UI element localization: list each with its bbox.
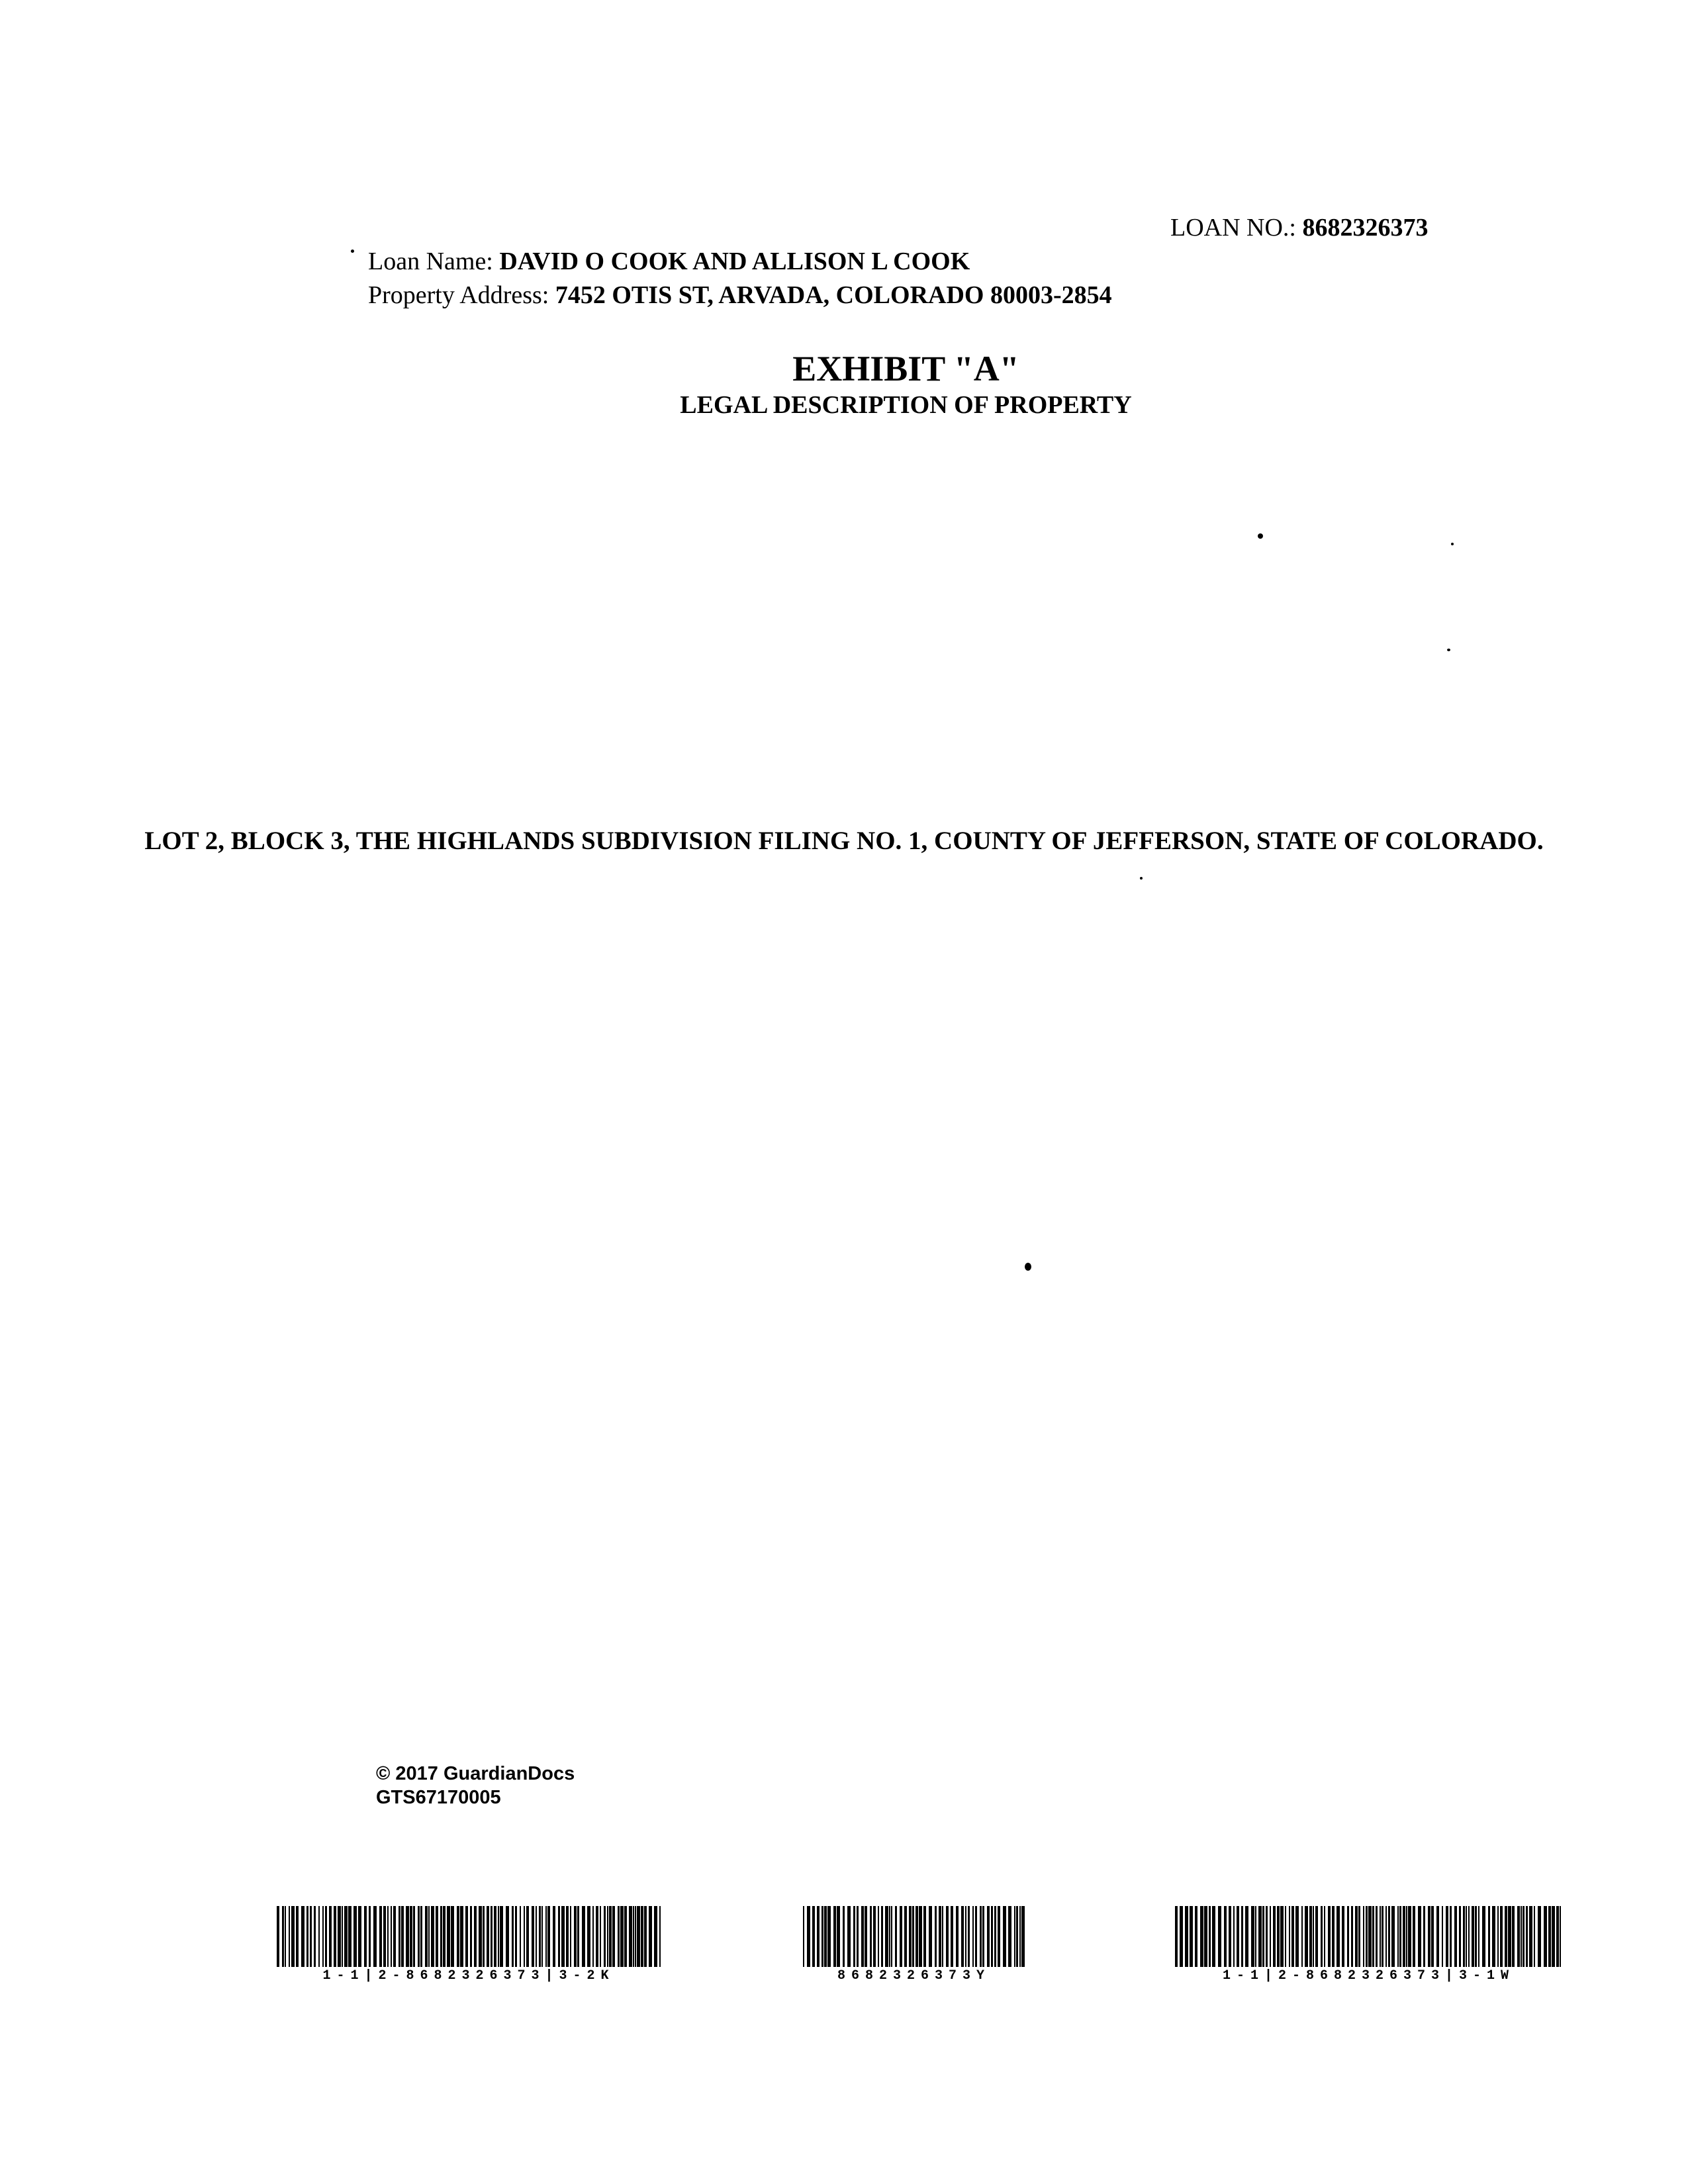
exhibit-subtitle: LEGAL DESCRIPTION OF PROPERTY xyxy=(680,391,1132,419)
barcode-bars xyxy=(1175,1906,1562,1967)
scan-speck xyxy=(1451,543,1454,545)
scan-speck xyxy=(1258,533,1263,539)
scan-speck xyxy=(351,250,354,253)
scan-speck xyxy=(1140,877,1143,880)
loan-number-value: 8682326373 xyxy=(1302,214,1429,242)
property-address-line xyxy=(368,281,1112,310)
loan-name-line xyxy=(368,247,970,276)
loan-name-value: DAVID O COOK AND ALLISON L COOK xyxy=(499,248,970,275)
barcode-label: 1-1|2-8682326373|3-2K xyxy=(322,1968,615,1983)
footer-block xyxy=(376,1762,575,1809)
barcode-2 xyxy=(803,1906,1025,1983)
legal-description: LOT 2, BLOCK 3, THE HIGHLANDS SUBDIVISION FILING NO. 1, COUNTY OF JEFFERSON, STATE OF COLORADO. xyxy=(144,827,1544,855)
scan-speck xyxy=(1025,1263,1031,1271)
exhibit-title: EXHIBIT "A" xyxy=(792,349,1019,388)
loan-number-line xyxy=(1170,213,1428,242)
scan-speck xyxy=(1447,649,1450,651)
barcode-label: 8682326373Y xyxy=(837,1968,991,1983)
barcode-bars xyxy=(803,1906,1025,1967)
loan-name-label: Loan Name: xyxy=(368,248,493,275)
property-address-label: Property Address: xyxy=(368,281,549,309)
loan-number-label: LOAN NO.: xyxy=(1170,214,1296,242)
barcode-bars xyxy=(277,1906,661,1967)
form-code: GTS67170005 xyxy=(376,1787,501,1808)
barcode-1 xyxy=(277,1906,661,1983)
copyright-notice: © 2017 GuardianDocs xyxy=(376,1763,575,1784)
barcode-label: 1-1|2-8682326373|3-1W xyxy=(1222,1968,1515,1983)
barcode-3 xyxy=(1175,1906,1562,1983)
property-address-value: 7452 OTIS ST, ARVADA, COLORADO 80003-2854 xyxy=(555,281,1112,309)
